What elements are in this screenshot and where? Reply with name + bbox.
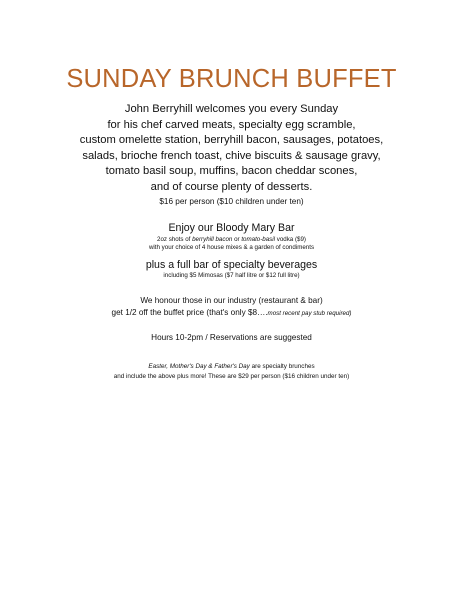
intro-line: custom omelette station, berryhill bacon, sausages, potatoes,	[79, 134, 384, 147]
pay-stub-note: most recent pay stub required)	[267, 309, 352, 317]
mimosa-details: including $5 Mimosas ($7 half litre or $12 full litre)	[163, 272, 300, 279]
specialty-text: are specialty brunches	[249, 363, 315, 370]
intro-line: for his chef carved meats, specialty egg scramble,	[107, 118, 356, 131]
intro-line: salads, brioche french toast, chive biscuits & sausage gravy,	[82, 149, 381, 162]
vodka-flavor-tomato: tomato-basil	[241, 236, 276, 243]
hours-reservations: Hours 10-2pm / Reservations are suggested	[151, 333, 312, 342]
intro-paragraph	[0, 102, 463, 196]
bloody-mary-vodka-line	[0, 236, 463, 244]
industry-offer: get 1/2 off the buffet price (that's only $8….	[111, 307, 268, 317]
bloody-mary-details	[0, 236, 463, 252]
bloody-mary-mixes-line: with your choice of 4 house mixes & a garden of condiments	[148, 244, 315, 251]
bloody-mary-heading: Enjoy our Bloody Mary Bar	[168, 222, 295, 234]
buffet-price: $16 per person ($10 children under ten)	[159, 197, 304, 206]
specialty-price-line: and include the above plus more! These are $29 per person ($16 children under ten)	[113, 372, 350, 380]
vodka-price: vodka ($9)	[275, 236, 306, 243]
vodka-flavor-bacon: berryhill bacon	[192, 236, 233, 243]
specialty-brunches	[0, 362, 463, 381]
page-title: SUNDAY BRUNCH BUFFET	[66, 65, 397, 93]
specialty-line	[0, 362, 463, 372]
full-bar-heading: plus a full bar of specialty beverages	[145, 259, 318, 271]
vodka-text: or	[232, 236, 242, 243]
intro-line: John Berryhill welcomes you every Sunday	[124, 103, 339, 115]
intro-line: and of course plenty of desserts.	[150, 180, 313, 193]
holiday-names: Easter, Mother's Day & Father's Day	[148, 363, 250, 370]
industry-offer-line	[0, 307, 463, 320]
industry-line: We honour those in our industry (restaurant & bar)	[140, 296, 323, 305]
intro-line: tomato basil soup, muffins, bacon cheddar scones,	[105, 165, 358, 178]
vodka-text: 2oz shots of	[157, 236, 193, 243]
industry-discount	[0, 295, 463, 319]
